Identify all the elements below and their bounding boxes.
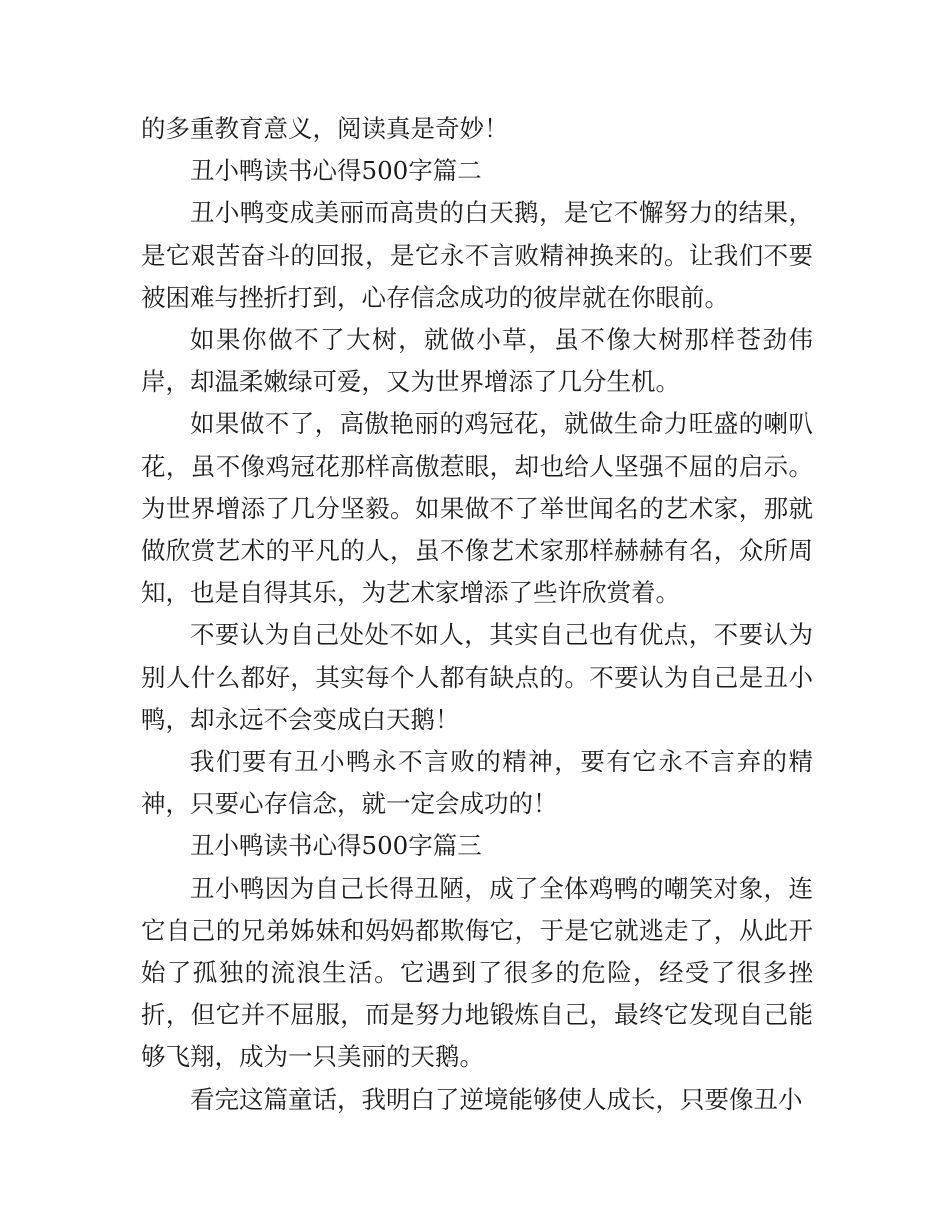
body-paragraph: 不要认为自己处处不如人，其实自己也有优点，不要认为别人什么都好，其实每个人都有缺点的。不要认为自己是丑小鸭，却永远不会变成白天鹅！ bbox=[141, 620, 813, 734]
section-heading-3: 丑小鸭读书心得500字篇三 bbox=[190, 831, 482, 861]
body-paragraph: 我们要有丑小鸭永不言败的精神，要有它永不言弃的精神，只要心存信念，就一定会成功的！ bbox=[141, 747, 813, 819]
body-paragraph: 丑小鸭变成美丽而高贵的白天鹅，是它不懈努力的结果，是它艰苦奋斗的回报，是它永不言败精神换来的。让我们不要被困难与挫折打到，心存信念成功的彼岸就在你眼前。 bbox=[141, 198, 813, 312]
section-heading-2: 丑小鸭读书心得500字篇二 bbox=[190, 156, 482, 186]
body-paragraph: 如果你做不了大树，就做小草，虽不像大树那样苍劲伟岸，却温柔嫩绿可爱，又为世界增添了几分生机。 bbox=[141, 325, 813, 397]
document-body bbox=[141, 108, 813, 1121]
body-paragraph: 如果做不了，高傲艳丽的鸡冠花，就做生命力旺盛的喇叭花，虽不像鸡冠花那样高傲惹眼，却也给人坚强不屈的启示。为世界增添了几分坚毅。如果做不了举世闻名的艺术家，那就做欣赏艺术的平凡的人，虽不像艺术家那样赫赫有名，众所周知，也是自得其乐，为艺术家增添了些许欣赏着。 bbox=[141, 409, 813, 608]
body-paragraph: 丑小鸭因为自己长得丑陋，成了全体鸡鸭的嘲笑对象，连它自己的兄弟姊妹和妈妈都欺侮它，于是它就逃走了，从此开始了孤独的流浪生活。它遇到了很多的危险，经受了很多挫折，但它并不屈服，而是努力地锻炼自己，最终它发现自己能够飞翔，成为一只美丽的天鹅。 bbox=[141, 873, 813, 1072]
body-paragraph: 看完这篇童话，我明白了逆境能够使人成长，只要像丑小 bbox=[190, 1084, 803, 1114]
continuation-paragraph: 的多重教育意义，阅读真是奇妙！ bbox=[141, 114, 509, 143]
